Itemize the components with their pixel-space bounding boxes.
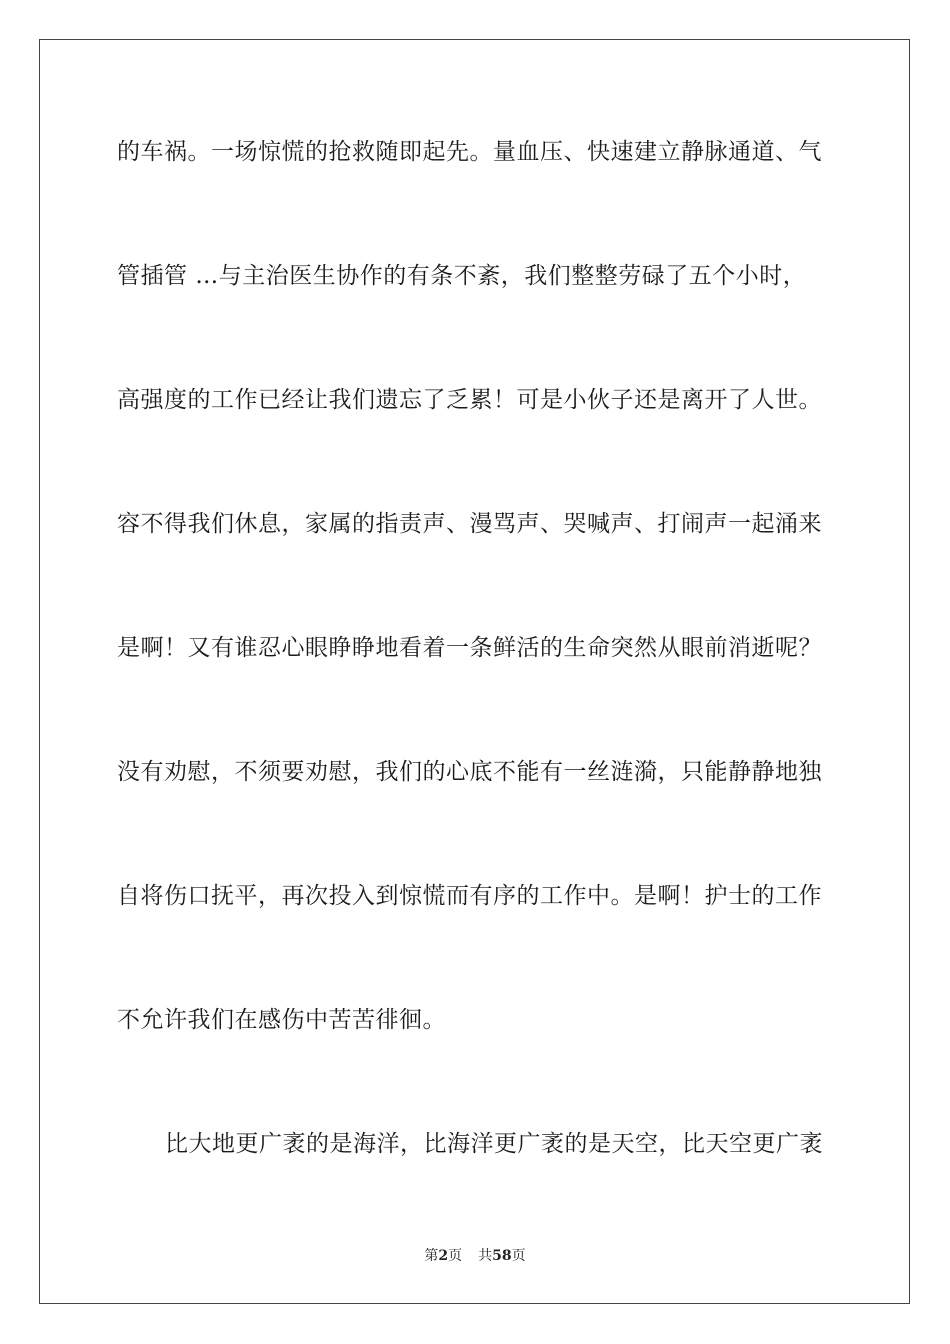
body-text-line-5: 是啊！又有谁忍心眼睁睁地看着一条鲜活的生命突然从眼前消逝呢？ xyxy=(117,635,822,661)
footer-total-prefix: 共 xyxy=(478,1248,493,1264)
footer-page-number: 2 xyxy=(438,1248,449,1264)
body-text-line-7: 自将伤口抚平，再次投入到惊慌而有序的工作中。是啊！护士的工作 xyxy=(117,883,822,909)
page-border xyxy=(39,39,910,1304)
body-text-paragraph-start: 比大地更广袤的是海洋，比海洋更广袤的是天空，比天空更广袤 xyxy=(165,1131,823,1157)
body-text-line-6: 没有劝慰，不须要劝慰，我们的心底不能有一丝涟漪，只能静静地独 xyxy=(117,759,822,785)
body-text-line-3: 高强度的工作已经让我们遗忘了乏累！可是小伙子还是离开了人世。 xyxy=(117,387,822,413)
footer-page-suffix: 页 xyxy=(448,1248,463,1264)
footer-total-suffix: 页 xyxy=(511,1248,526,1264)
body-text-line-2: 管插管 …与主治医生协作的有条不紊，我们整整劳碌了五个小时， xyxy=(117,263,807,289)
body-text-line-8: 不允许我们在感伤中苦苦徘徊。 xyxy=(117,1007,446,1033)
page-footer xyxy=(0,1247,950,1265)
footer-total-pages: 58 xyxy=(492,1248,512,1264)
body-text-line-4: 容不得我们休息，家属的指责声、漫骂声、哭喊声、打闹声一起涌来 xyxy=(117,511,822,537)
footer-page-prefix: 第 xyxy=(424,1248,439,1264)
body-text-line-1: 的车祸。一场惊慌的抢救随即起先。量血压、快速建立静脉通道、气 xyxy=(117,139,822,165)
